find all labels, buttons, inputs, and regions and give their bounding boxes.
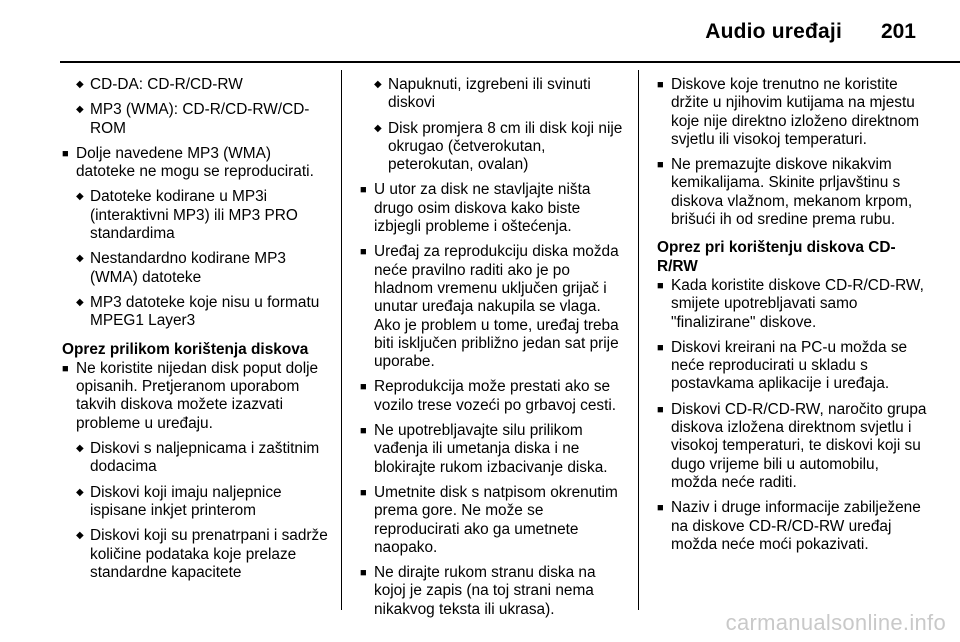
diamond-bullet-icon: ◆ — [76, 253, 84, 265]
sub-bullet-text: Diskovi s naljepnicama i zaštitnim dodacima — [90, 440, 320, 476]
section-title: Audio uređaji — [705, 20, 842, 43]
bullet-item — [360, 378, 628, 415]
sub-bullet-text: Diskovi koji imaju naljepnice ispisane inkjet printerom — [90, 483, 282, 519]
sub-bullet-text: Diskovi koji su prenatrpani i sadrže količine podataka koje prelaze standardne kapacitete — [90, 527, 328, 581]
sub-bullet — [62, 188, 330, 243]
bullet-text: Ne dirajte rukom stranu diska na kojoj je zapis (na toj strani nema nikakvog teksta ili ukrasa). — [374, 564, 596, 618]
bullet-item — [657, 401, 927, 492]
bullet-item — [62, 360, 330, 433]
square-bullet-icon: ■ — [360, 567, 367, 580]
sub-bullet — [62, 76, 330, 94]
diamond-bullet-icon: ◆ — [76, 296, 84, 308]
sub-bullet — [62, 250, 330, 287]
sub-bullet-text: Nestandardno kodirane MP3 (WMA) datoteke — [90, 250, 286, 286]
bullet-item — [657, 156, 927, 229]
square-bullet-icon: ■ — [360, 486, 367, 499]
square-bullet-icon: ■ — [360, 246, 367, 259]
sub-bullet — [360, 76, 628, 113]
bullet-text: Reprodukcija može prestati ako se vozilo trese vozeći po grbavoj cesti. — [374, 378, 617, 414]
sub-bullet-text: Disk promjera 8 cm ili disk koji nije okrugao (četverokutan, peterokutan, ovalan) — [388, 119, 623, 174]
bullet-item — [657, 499, 927, 554]
section-heading: Oprez pri korištenju diskova CD-R/RW — [657, 239, 896, 275]
column-2 — [360, 76, 628, 626]
section-heading: Oprez prilikom korištenja diskova — [62, 340, 309, 358]
sub-bullet-text: CD-DA: CD-R/CD-RW — [90, 76, 243, 93]
column-1 — [62, 76, 330, 589]
sub-bullet — [62, 440, 330, 477]
sub-bullet-text: MP3 (WMA): CD-R/CD-RW/CD-ROM — [90, 101, 310, 137]
bullet-text: Ne premazujte diskove nikakvim kemikalijama. Skinite prljavštinu s diskova vlažnom, mekanom krpom, brišući ih od sredine prema rubu. — [671, 156, 913, 229]
bullet-item — [360, 243, 628, 371]
page-number: 201 — [880, 20, 916, 43]
square-bullet-icon: ■ — [657, 159, 664, 172]
bullet-item — [360, 484, 628, 557]
sub-bullet-text: Datoteke kodirane u MP3i (interaktivni MP3) ili MP3 PRO standardima — [90, 188, 298, 243]
bullet-text: Ne koristite nijedan disk poput dolje opisanih. Pretjeranom uporabom takvih diskova možete izazvati probleme u uređaju. — [76, 359, 319, 432]
bullet-text: Dolje navedene MP3 (WMA) datoteke ne mogu se reproducirati. — [76, 144, 314, 181]
bullet-text: Diskove koje trenutno ne koristite držite u njihovim kutijama na mjestu koje nije direktno izloženo direktnom svjetlu ili visokoj temperaturi. — [671, 76, 920, 148]
square-bullet-icon: ■ — [657, 403, 664, 416]
diamond-bullet-icon: ◆ — [76, 530, 84, 542]
square-bullet-icon: ■ — [360, 184, 367, 197]
diamond-bullet-icon: ◆ — [374, 122, 382, 134]
diamond-bullet-icon: ◆ — [374, 79, 382, 90]
bullet-text: Naziv i druge informacije zabilježene na diskove CD-R/CD-RW uređaj možda neće moći pokazivati. — [671, 499, 921, 553]
bullet-text: Umetnite disk s natpisom okrenutim prema gore. Ne može se reproducirati ako ga umetnete naopako. — [374, 483, 618, 556]
sub-bullet — [360, 120, 628, 175]
sub-bullet-text: Napuknuti, izgrebeni ili svinuti diskovi — [388, 76, 591, 112]
diamond-bullet-icon: ◆ — [76, 486, 84, 498]
square-bullet-icon: ■ — [62, 362, 69, 375]
bullet-text: U utor za disk ne stavljajte ništa drugo osim diskova kako biste izbjegli probleme i oštećenja. — [374, 181, 591, 236]
square-bullet-icon: ■ — [360, 425, 367, 438]
page-header — [0, 0, 960, 60]
bullet-item — [657, 277, 927, 332]
square-bullet-icon: ■ — [657, 279, 664, 292]
sub-bullet — [62, 294, 330, 331]
bullet-text: Ne upotrebljavajte silu prilikom vađenja ili umetanja diska i ne blokirajte rukom izbacivanje diska. — [374, 422, 608, 476]
bullet-item — [657, 76, 927, 149]
square-bullet-icon: ■ — [657, 341, 664, 354]
column-divider-1 — [341, 70, 342, 610]
square-bullet-icon: ■ — [360, 381, 367, 394]
square-bullet-icon: ■ — [657, 79, 664, 91]
sub-bullet — [62, 484, 330, 521]
diamond-bullet-icon: ◆ — [76, 79, 84, 90]
diamond-bullet-icon: ◆ — [76, 443, 84, 455]
bullet-item — [360, 181, 628, 236]
square-bullet-icon: ■ — [657, 502, 664, 515]
square-bullet-icon: ■ — [62, 147, 69, 160]
bullet-item — [62, 145, 330, 182]
bullet-item — [360, 422, 628, 477]
diamond-bullet-icon: ◆ — [76, 104, 84, 116]
bullet-text: Uređaj za reprodukciju diska možda neće pravilno raditi ako je po hladnom vremenu uključen grijač i unutar uređaja nakupila se vlaga. Ako je problem u tome, uređaj treba biti isključen približno jedan sat prije uporabe. — [374, 243, 619, 371]
sub-bullet-text: MP3 datoteke koje nisu u formatu MPEG1 Layer3 — [90, 293, 320, 330]
bullet-text: Diskovi CD-R/CD-RW, naročito grupa diskova izložena direktnom svjetlu i visokoj temperaturi, te diskovi koji su dugo vrijeme bili u automobilu, možda neće raditi. — [671, 400, 927, 491]
column-3 — [657, 76, 927, 561]
header-rule — [60, 61, 960, 63]
bullet-item — [657, 339, 927, 394]
bullet-text: Kada koristite diskove CD-R/CD-RW, smijete upotrebljavati samo "finalizirane" diskove. — [671, 276, 924, 331]
column-divider-2 — [638, 70, 639, 610]
bullet-text: Diskovi kreirani na PC-u možda se neće reproducirati u skladu s postavkama aplikacije i uređaja. — [671, 338, 908, 393]
watermark: carmanualsonline.info — [725, 610, 946, 635]
bullet-item — [360, 564, 628, 619]
sub-bullet — [62, 101, 330, 138]
diamond-bullet-icon: ◆ — [76, 191, 84, 203]
sub-bullet — [62, 527, 330, 582]
